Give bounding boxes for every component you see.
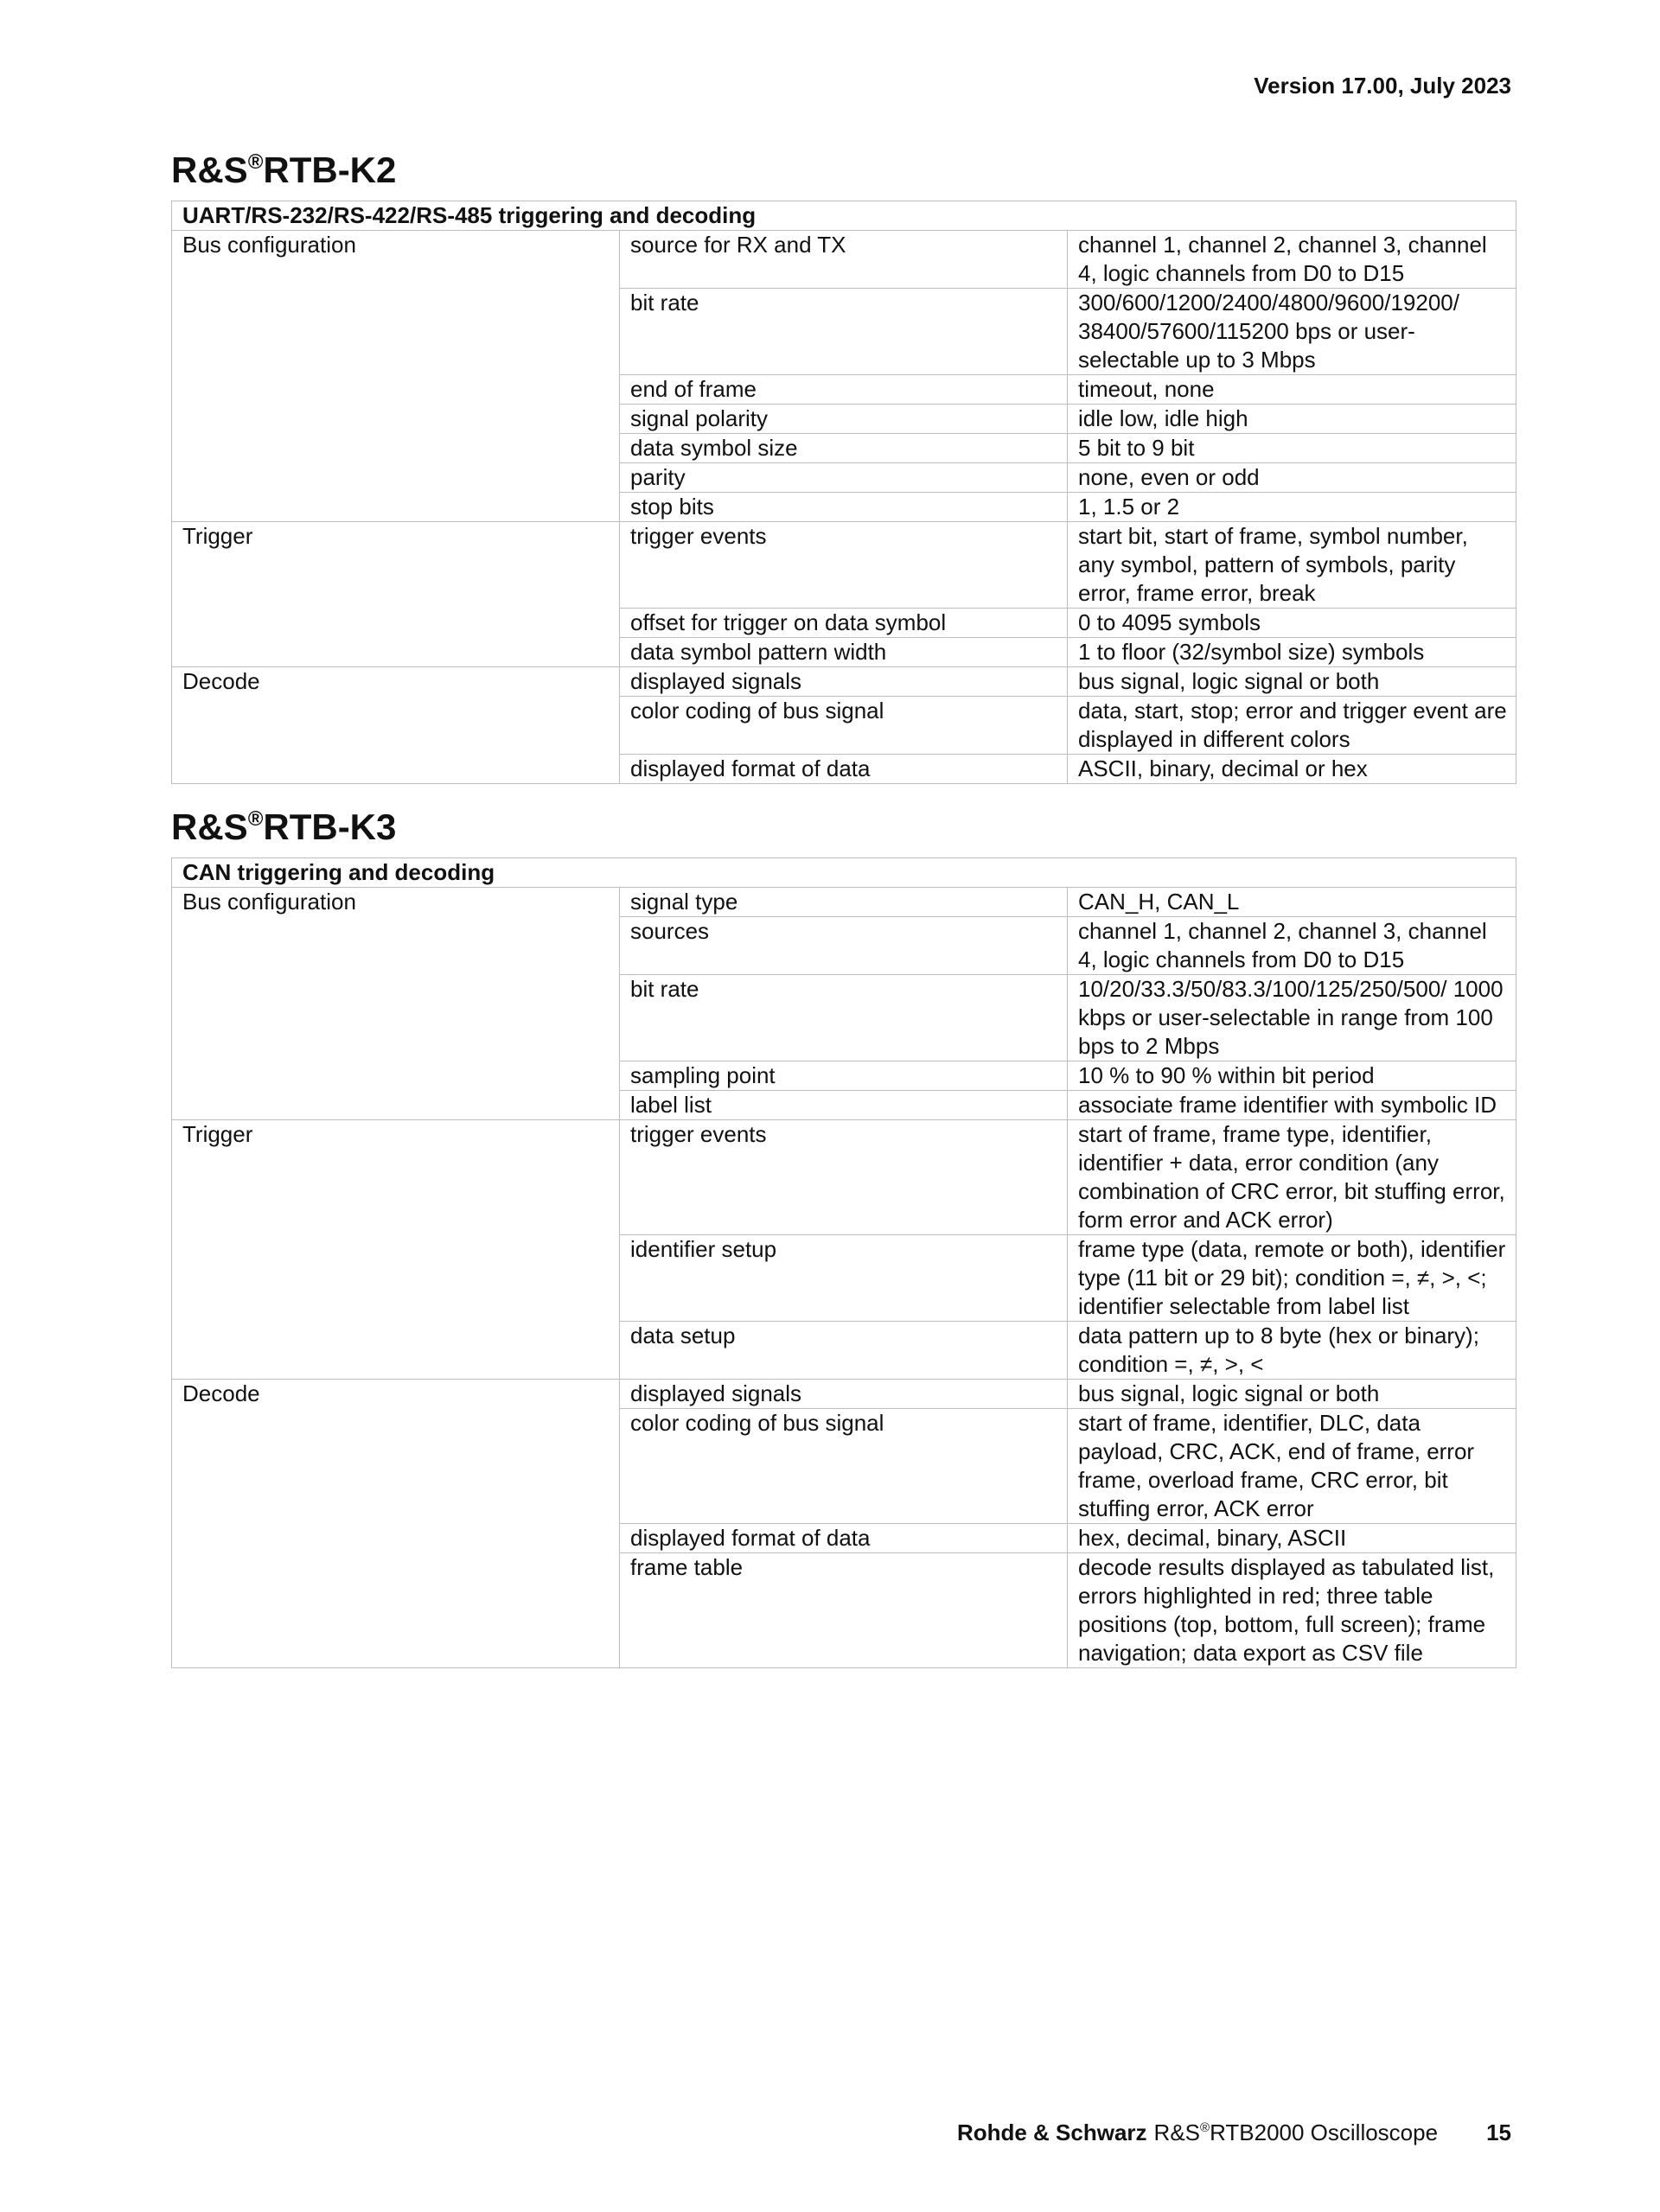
section-heading-k2 (171, 149, 1516, 192)
parameter-cell: bit rate (620, 289, 1068, 375)
parameter-cell: signal polarity (620, 405, 1068, 434)
value-cell: 10 % to 90 % within bit period (1068, 1061, 1516, 1091)
value-cell: 300/600/1200/2400/4800/9600/19200/ 38400/57600/115200 bps or user-selectable up to 3 Mbps (1068, 289, 1516, 375)
parameter-cell: stop bits (620, 493, 1068, 522)
section-heading-k3 (171, 806, 1516, 849)
footer-product-suffix: RTB2000 Oscilloscope (1210, 2120, 1439, 2145)
parameter-cell: trigger events (620, 522, 1068, 609)
value-cell: hex, decimal, binary, ASCII (1068, 1524, 1516, 1553)
value-cell: data pattern up to 8 byte (hex or binary); condition =, ≠, >, < (1068, 1322, 1516, 1380)
heading-prefix: R&S (171, 806, 248, 847)
table-row (172, 522, 1516, 609)
value-cell: start bit, start of frame, symbol number, any symbol, pattern of symbols, parity error, frame error, break (1068, 522, 1516, 609)
parameter-cell: sources (620, 917, 1068, 975)
parameter-cell: data symbol size (620, 434, 1068, 463)
footer-product-prefix: R&S (1153, 2120, 1201, 2145)
parameter-cell: parity (620, 463, 1068, 493)
category-cell: Trigger (172, 522, 620, 667)
value-cell: 10/20/33.3/50/83.3/100/125/250/500/ 1000 kbps or user-selectable in range from 100 bps to 2 Mbps (1068, 975, 1516, 1061)
table-row (172, 1380, 1516, 1409)
parameter-cell: data setup (620, 1322, 1068, 1380)
registered-mark: ® (1200, 2120, 1210, 2135)
value-cell: ASCII, binary, decimal or hex (1068, 755, 1516, 784)
category-cell: Trigger (172, 1120, 620, 1380)
parameter-cell: bit rate (620, 975, 1068, 1061)
table-row (172, 888, 1516, 917)
value-cell: 1 to floor (32/symbol size) symbols (1068, 638, 1516, 667)
table-title-row (172, 858, 1516, 888)
heading-suffix: RTB-K3 (263, 806, 397, 847)
spec-table-k3 (171, 857, 1516, 1668)
table-row (172, 1120, 1516, 1235)
parameter-cell: displayed signals (620, 1380, 1068, 1409)
registered-mark: ® (247, 807, 264, 831)
value-cell: 0 to 4095 symbols (1068, 609, 1516, 638)
value-cell: 5 bit to 9 bit (1068, 434, 1516, 463)
table-title: CAN triggering and decoding (172, 858, 1516, 888)
parameter-cell: color coding of bus signal (620, 1409, 1068, 1524)
value-cell: idle low, idle high (1068, 405, 1516, 434)
parameter-cell: displayed signals (620, 667, 1068, 697)
parameter-cell: color coding of bus signal (620, 697, 1068, 755)
parameter-cell: end of frame (620, 375, 1068, 405)
heading-suffix: RTB-K2 (263, 150, 397, 190)
category-cell: Decode (172, 667, 620, 784)
value-cell: bus signal, logic signal or both (1068, 1380, 1516, 1409)
table-title-row (172, 201, 1516, 231)
parameter-cell: frame table (620, 1553, 1068, 1668)
value-cell: 1, 1.5 or 2 (1068, 493, 1516, 522)
value-cell: channel 1, channel 2, channel 3, channel 4, logic channels from D0 to D15 (1068, 917, 1516, 975)
category-cell: Bus configuration (172, 231, 620, 522)
footer-brand: Rohde & Schwarz (956, 2120, 1147, 2145)
value-cell: CAN_H, CAN_L (1068, 888, 1516, 917)
value-cell: decode results displayed as tabulated list, errors highlighted in red; three table positions (top, bottom, full screen); frame navigation; data export as CSV file (1068, 1553, 1516, 1668)
parameter-cell: offset for trigger on data symbol (620, 609, 1068, 638)
value-cell: bus signal, logic signal or both (1068, 667, 1516, 697)
registered-mark: ® (247, 150, 264, 174)
spec-table-k2 (171, 201, 1516, 784)
section-rtb-k3 (171, 806, 1516, 1668)
value-cell: associate frame identifier with symbolic ID (1068, 1091, 1516, 1120)
table-title: UART/RS-232/RS-422/RS-485 triggering and decoding (172, 201, 1516, 231)
parameter-cell: source for RX and TX (620, 231, 1068, 289)
table-row (172, 231, 1516, 289)
value-cell: data, start, stop; error and trigger event are displayed in different colors (1068, 697, 1516, 755)
value-cell: channel 1, channel 2, channel 3, channel 4, logic channels from D0 to D15 (1068, 231, 1516, 289)
parameter-cell: signal type (620, 888, 1068, 917)
parameter-cell: identifier setup (620, 1235, 1068, 1322)
version-label: Version 17.00, July 2023 (1254, 73, 1511, 99)
parameter-cell: displayed format of data (620, 755, 1068, 784)
parameter-cell: label list (620, 1091, 1068, 1120)
parameter-cell: data symbol pattern width (620, 638, 1068, 667)
parameter-cell: sampling point (620, 1061, 1068, 1091)
page-footer (957, 2120, 1511, 2146)
value-cell: start of frame, frame type, identifier, identifier + data, error condition (any combination of CRC error, bit stuffing error, form error and ACK error) (1068, 1120, 1516, 1235)
table-row (172, 667, 1516, 697)
value-cell: start of frame, identifier, DLC, data payload, CRC, ACK, end of frame, error frame, overload frame, CRC error, bit stuffing error, ACK error (1068, 1409, 1516, 1524)
value-cell: timeout, none (1068, 375, 1516, 405)
category-cell: Bus configuration (172, 888, 620, 1120)
parameter-cell: displayed format of data (620, 1524, 1068, 1553)
value-cell: frame type (data, remote or both), identifier type (11 bit or 29 bit); condition =, ≠, >, <; identifier selectable from label list (1068, 1235, 1516, 1322)
category-cell: Decode (172, 1380, 620, 1668)
heading-prefix: R&S (171, 150, 248, 190)
page-number: 15 (1486, 2120, 1511, 2145)
parameter-cell: trigger events (620, 1120, 1068, 1235)
value-cell: none, even or odd (1068, 463, 1516, 493)
section-rtb-k2 (171, 149, 1516, 784)
